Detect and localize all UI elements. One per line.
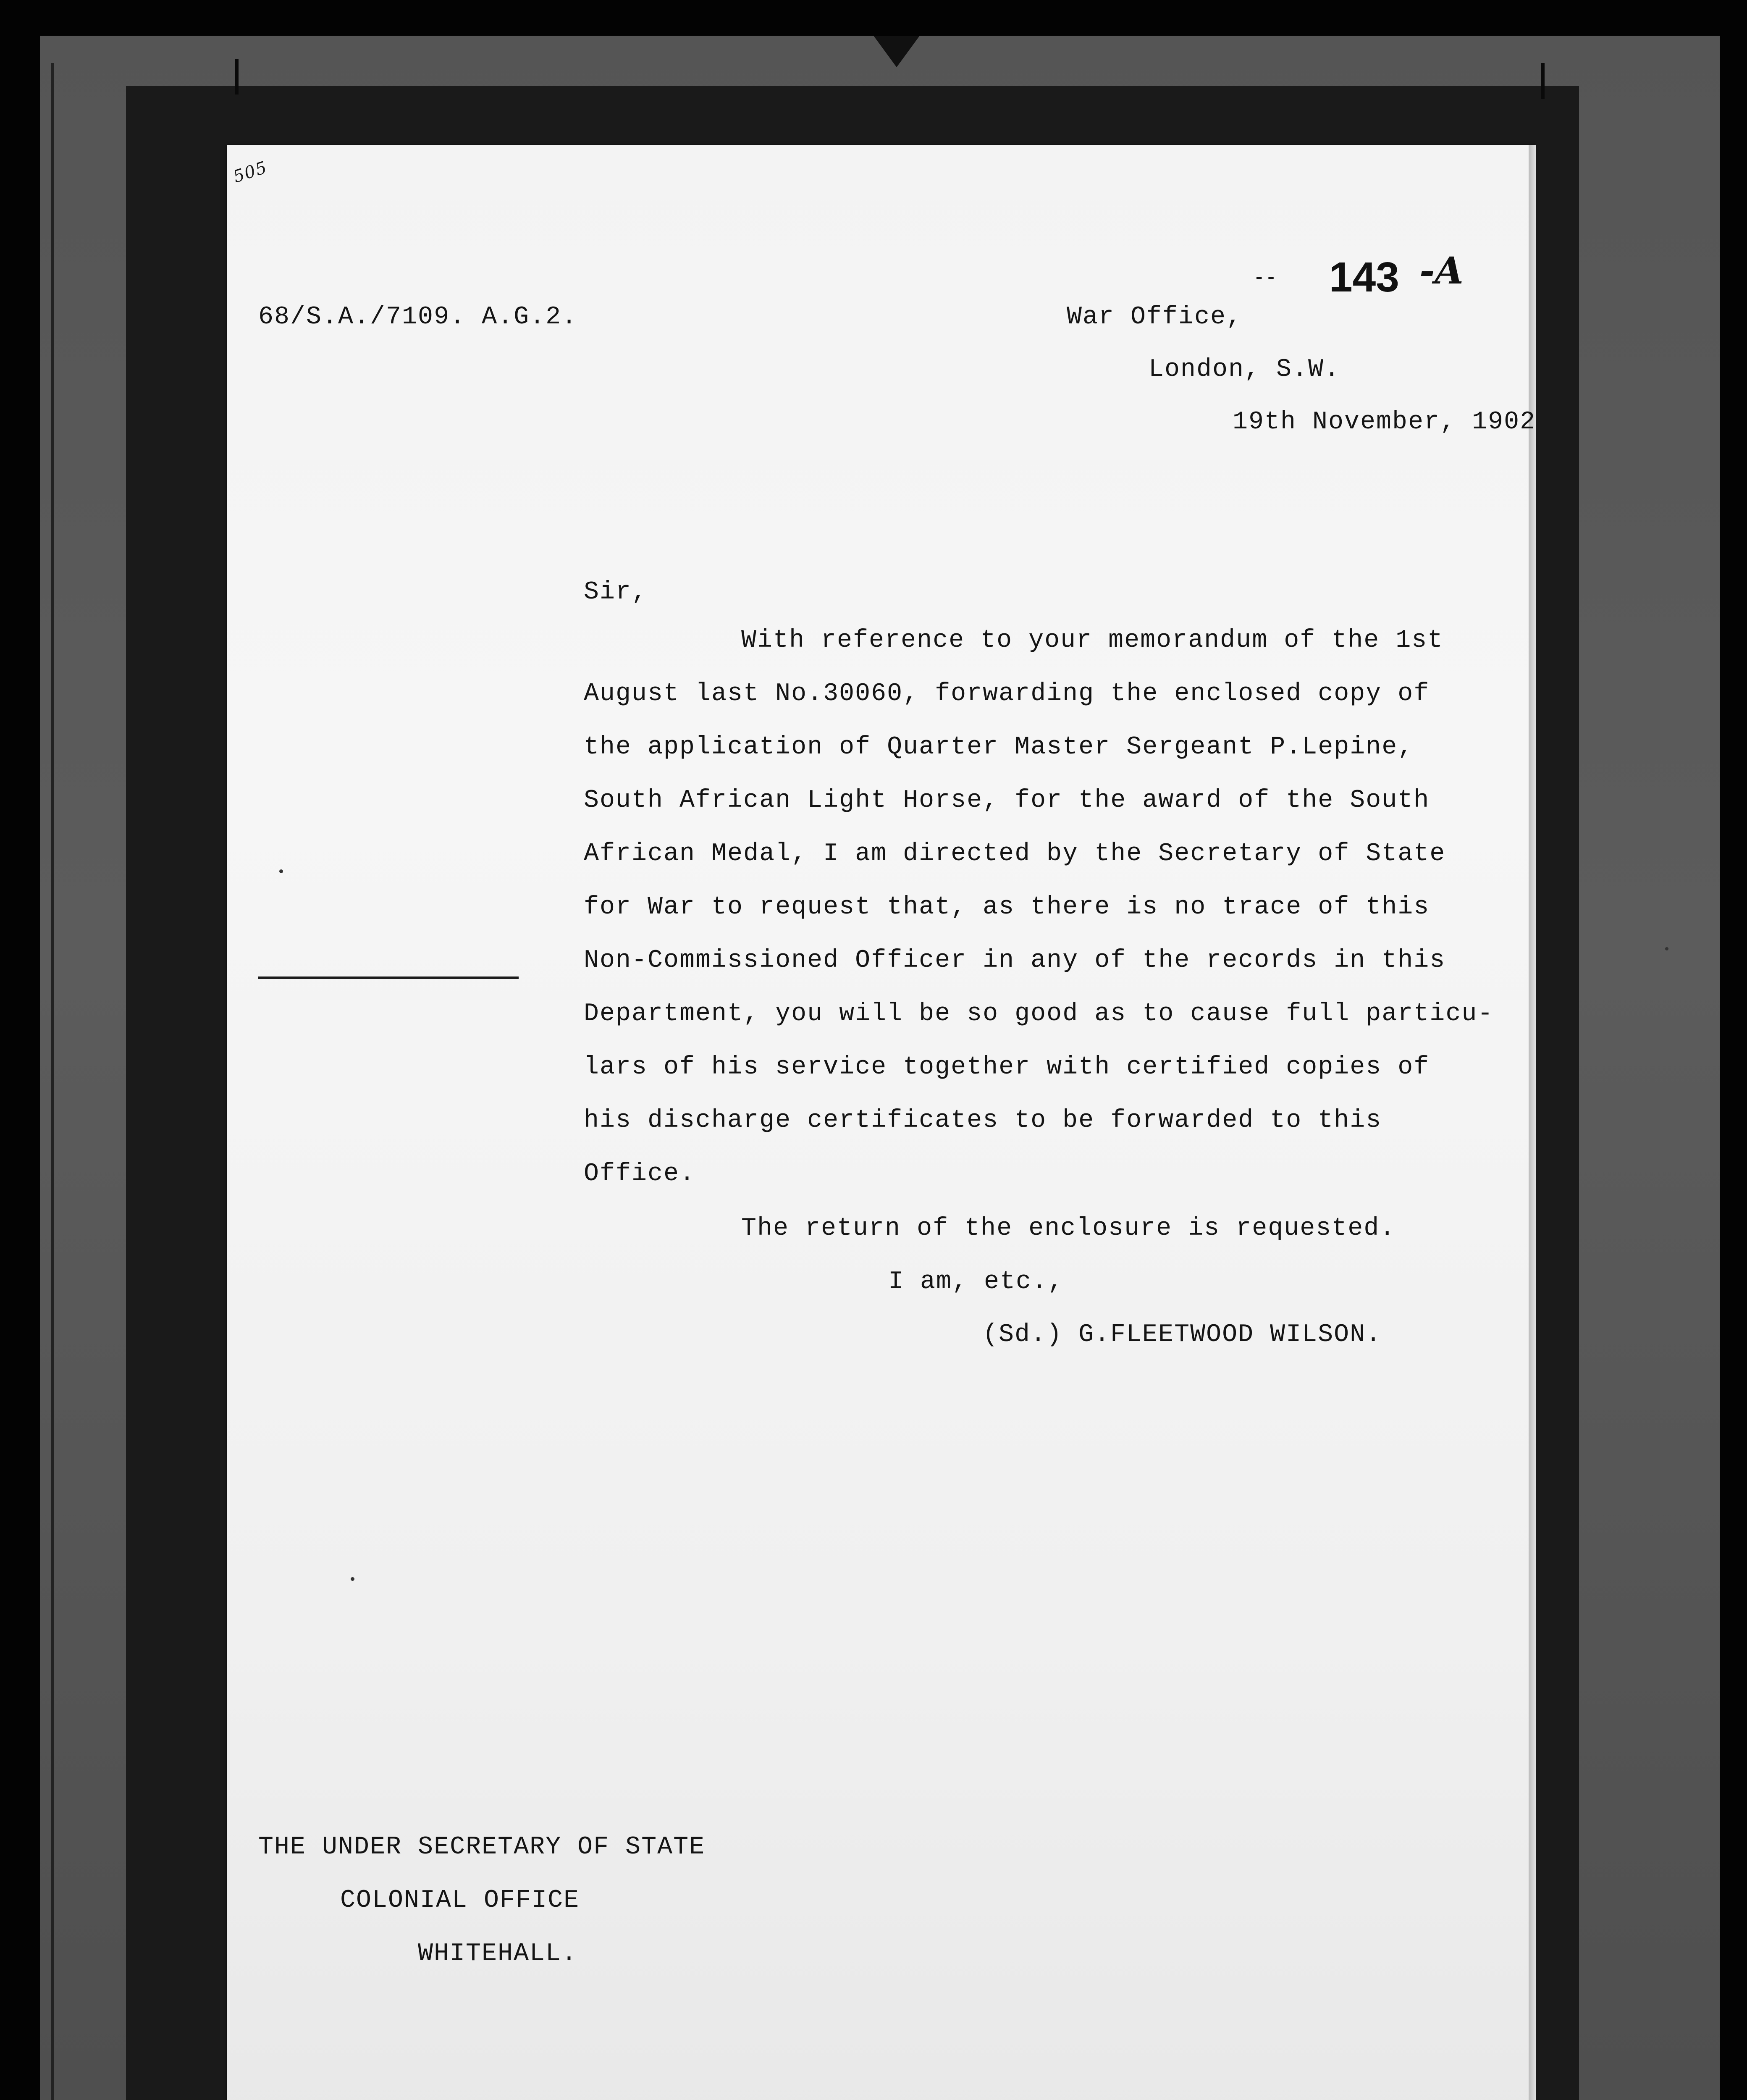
folio-number: 143	[1329, 254, 1399, 301]
body-line: his discharge certificates to be forwarded to this	[584, 1106, 1382, 1135]
sender-address-line-2: London, S.W.	[1149, 355, 1340, 384]
body-line: August last No.30060, forwarding the enclosed copy of	[584, 680, 1430, 708]
recipient-line-2: COLONIAL OFFICE	[340, 1886, 580, 1915]
folio-dashes: --	[1254, 268, 1277, 289]
dust-speck	[279, 869, 283, 873]
film-edge-line	[51, 63, 54, 2100]
body-line: With reference to your memorandum of the 1st	[741, 626, 1444, 655]
corner-pencil-mark: 505	[231, 158, 270, 187]
body-line: Office.	[584, 1160, 696, 1188]
registration-mark-left	[235, 59, 239, 94]
body-line: South African Light Horse, for the award of the South	[584, 786, 1430, 815]
frame-notch-mark	[874, 36, 920, 67]
dust-speck	[1665, 947, 1668, 950]
salutation: Sir,	[584, 578, 648, 606]
body-line: Non-Commissioned Officer in any of the records in this	[584, 946, 1446, 975]
registration-mark-right	[1541, 63, 1545, 99]
body-line: the application of Quarter Master Sergeant P.Lepine,	[584, 733, 1414, 761]
file-reference: 68/S.A./7109. A.G.2.	[258, 303, 578, 331]
body-line: Department, you will be so good as to cause full particu-	[584, 1000, 1494, 1028]
body-line: African Medal, I am directed by the Secretary of State	[584, 840, 1446, 868]
body-line: for War to request that, as there is no trace of this	[584, 893, 1430, 921]
closing-line: The return of the enclosure is requested.	[741, 1214, 1396, 1243]
recipient-line-1: THE UNDER SECRETARY OF STATE	[258, 1833, 706, 1861]
folio-suffix: -A	[1419, 249, 1464, 292]
body-line: lars of his service together with certified copies of	[584, 1053, 1430, 1082]
margin-rule	[258, 976, 519, 979]
signature: (Sd.) G.FLEETWOOD WILSON.	[983, 1320, 1382, 1349]
complimentary-close: I am, etc.,	[888, 1268, 1064, 1296]
letter-date: 19th November, 1902	[1233, 408, 1536, 436]
dust-speck	[351, 1577, 354, 1581]
sender-address-line-1: War Office,	[1067, 303, 1243, 331]
letter-page-edge	[1529, 145, 1536, 2100]
recipient-line-3: WHITEHALL.	[418, 1940, 578, 1968]
